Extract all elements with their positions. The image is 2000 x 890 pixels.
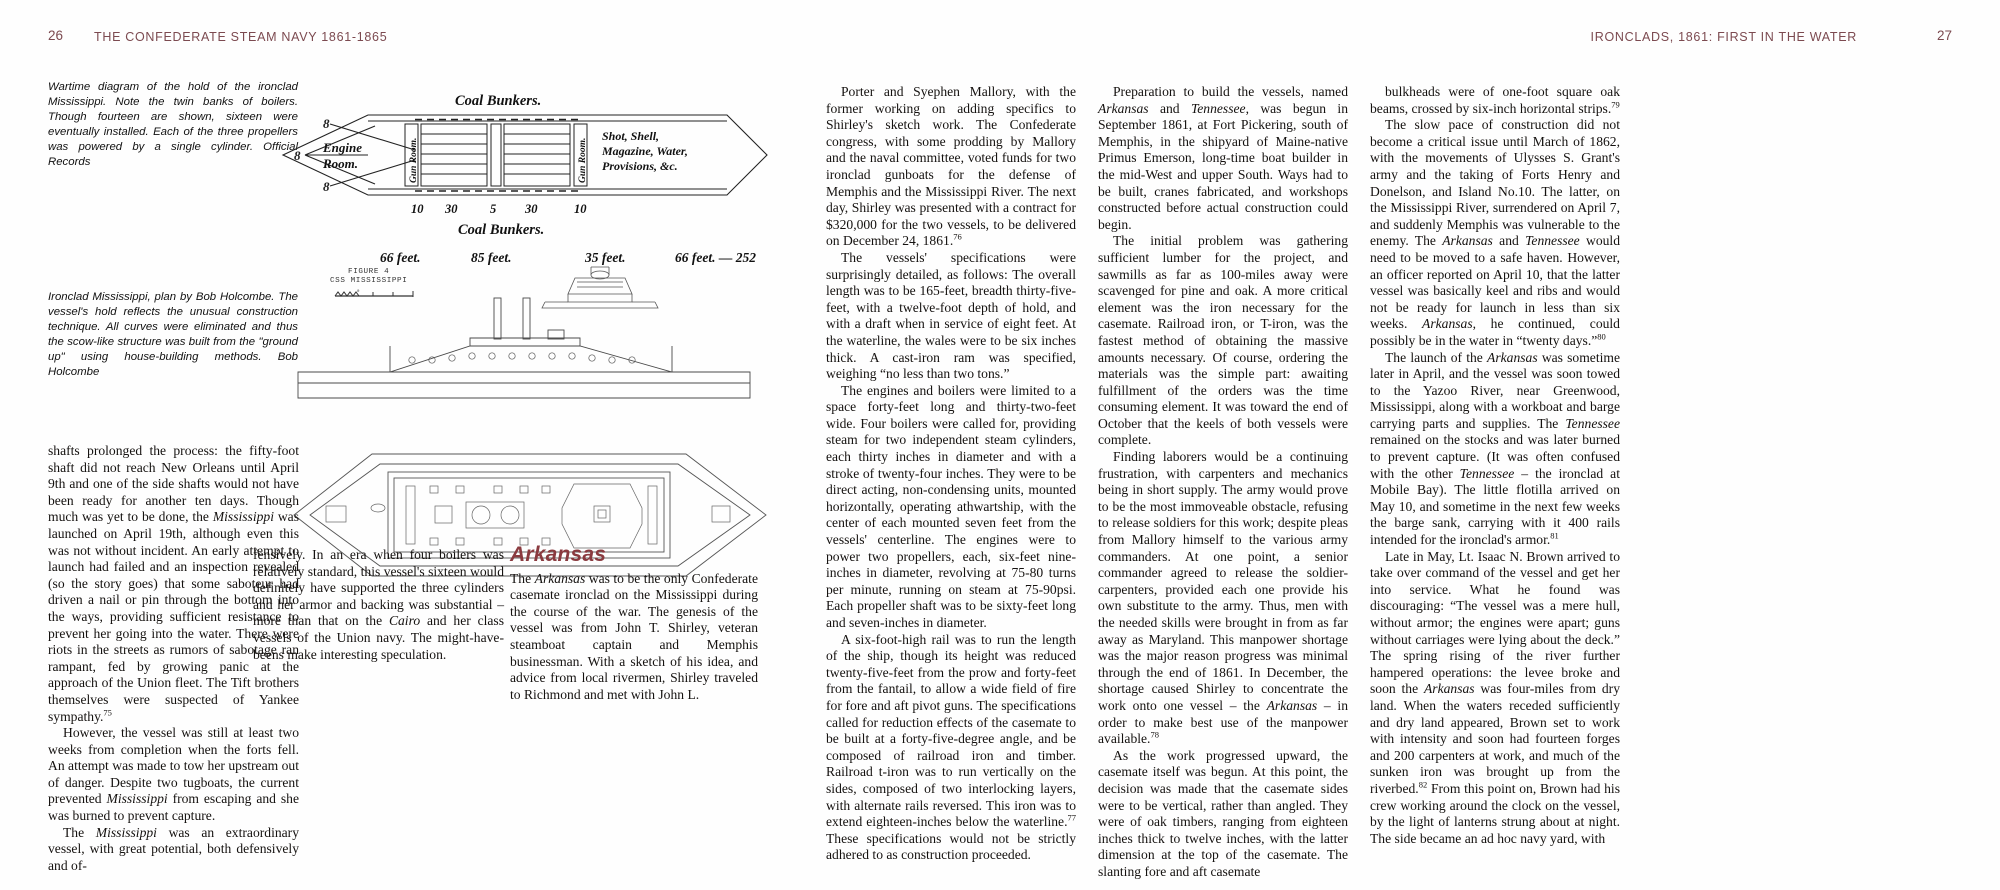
compartment-width-3: 5 [490,202,497,216]
propeller-mark-upper: 8 [323,116,330,131]
paragraph: bulkheads were of one-foot square oak beams, crossed by six-inch horizontal strips.$^{79}$ [1370,84,1620,116]
paragraph: Finding laborers would be a continuing frustration, with carpenters and mechanics being in short supply. The army would prove to be the most immoveable obstacle, refusing to release soldiers for this work; despite pleas from Mallory himself to the various army commanders. At one point, a senior commander agreed to release the soldier-carpenters, provided each one provide his own substitute to the army. Thus, men with the needed skills were brought in from as far away as Maryland. This manpower shortage was the major reason progress was minimal through the end of 1861. In December, the shortage caused Shirley to concentrate the work onto one vessel – the Arkansas – in order to make best use of the manpower available.$^{78}$ [1098,449,1349,747]
label-gun-room-right: Gun Room. [578,137,588,183]
running-head-left: THE CONFEDERATE STEAM NAVY 1861-1865 [94,30,388,44]
paragraph: The slow pace of construction did not become a critical issue until March of 1862, with the movements of Ulysses S. Grant's army and the taking of Forts Henry and Donelson, and Island No.10. The latter, on the Mississippi River, surrendered on April 7, and suddenly Memphis was vulnerable to the enemy. The Arkansas and Tennessee would need to be moved to a safe haven. However, an officer reported on April 10, that the latter vessel was basically keel and ribs and would not be ready for launch in less than six weeks. Arkansas, he continued, could possibly be in the water in “twenty days.”$^{80}$ [1370,117,1621,348]
paragraph: The launch of the Arkansas was sometime later in April, and the vessel was soon towed to the Yazoo River, near Greenwood, Mississippi, along with a workboat and barge carrying parts and supplies. The Tennessee remained on the stocks and was later burned to prevent capture. (It was often confused with the other Tennessee – the ironclad at Mobile Bay). The little flotilla arrived on May 10, and sometime in the next few weeks the barge sank, carrying with it 400 rails intended for the ironclad's armor.$^{81}$ [1370,349,1620,548]
dim-66-feet-fwd: 66 feet. [380,250,421,265]
dim-35-feet: 35 feet. [585,250,626,265]
left-column-2 [253,547,504,663]
compartment-width-1: 10 [411,202,424,216]
figure-number: FIGURE 4 [348,268,390,276]
right-column-2 [1098,84,1348,881]
section-heading-arkansas: Arkansas [510,543,607,566]
propeller-mark-lower: 8 [323,179,330,194]
right-column-1 [826,84,1076,864]
page-folio-left: 26 [48,28,64,43]
paragraph: Late in May, Lt. Isaac N. Brown arrived to take over command of the vessel and get her into service. What he found was discouraging: “The vessel was a mere hull, without armor; the engines were apart; guns without carriages were lying about the deck.” The spring rising of the river further hampered operations: the levee broke and soon the Arkansas was four-miles from dry land. When the waters receded sufficiently and dry land appeared, Brown set to work with intensity and soon had fourteen forges and 200 carpenters at work, and much of the sunken iron was brought up from the riverbed.$^{82}$ From this point on, Brown had his crew working around the clock on the vessel, by the light of lanterns strung about at night. The side became an ad hoc navy yard, with [1370,548,1620,846]
paragraph: As the work progressed upward, the casemate itself was begun. At this point, the decision was made that the casemate sides were to be vertical, rather than angled. They were of oak timbers, ranging from eighteen inches thick to twelve inches, with the latter dimension at the top of the casemate. The slanting fore and aft casemate [1098,747,1348,879]
label-engine-room-line2: Room. [323,156,359,171]
label-coal-bunkers-top: Coal Bunkers. [455,93,542,109]
dim-85-feet: 85 feet. [471,250,512,265]
paragraph: fensively. In an era when four boilers was relatively standard, this vessel's sixteen would definitely have supported the three cylinders and her armor and backing was substantial – more than that on the Cairo and her class vessels of the Union navy. The might-have-beens make interesting speculation. [253,547,504,662]
paragraph: The engines and boilers were limited to a space forty-feet long and thirty-two-feet wide. Four boilers were called for, providing steam for two independent steam cylinders, each thirty inches in diameter and with a stroke of twenty-four inches. They were to be direct acting, non-condensing units, mounted horizontally, operating athwartship, with the center of each mounted seven feet from the vessels' centerline. The engines were to power two propellers, each, six-feet nine-inches in diameter, revolving at 75-80 turns per minute, running on steam at 75-90psi. Each propeller shaft was to be sixty-feet long and seven-inches in diameter. [826,382,1076,630]
compartment-width-5: 10 [574,202,587,216]
label-engine-room-line1: Engine [323,140,363,155]
svg-text:0: 0 [357,290,360,294]
paragraph: Porter and Syephen Mallory, with the former working on adding specifics to Shirley's sketch work. The Confederate congress, with some prodding by Mallory and the naval committee, voted funds for two ironclad gunboats for the defense of Memphis and the Mississippi River. The next day, Shirley was presented with a contract for $320,000 for the two vessels, to be delivered on December 24, 1861.76 [826,84,1076,249]
right-column-3 [1370,84,1620,847]
propeller-mark-center: 8 [294,148,301,163]
compartment-width-4: 30 [525,202,538,216]
paragraph: However, the vessel was still at least two weeks from completion when the forts fell. An attempt was made to tow her upstream out of danger. Despite two tugboats, the current prevented Mississippi from escaping and she was burned to prevent capture. [48,725,299,824]
label-stores-line2: Magazine, Water, [602,144,688,158]
paragraph: The vessels' specifications were surprisingly detailed, as follows: The overall length was to be 165-feet, breadth thirty-five-feet, with a twelve-foot depth of hold, and with a draft when in service of eight feet. At the waterline, the wales were to be six inches thick. A cast-iron ram was specified, weighing “no less than two tons.” [826,249,1076,382]
label-gun-room-left: Gun Room. [409,137,419,183]
page-folio-right: 27 [1936,28,1952,43]
paragraph: The initial problem was gathering sufficient lumber for the project, and sawmills as far as 100-miles away were scavenged for pine and oak. A more critical element was the iron necessary for the casemate. Railroad iron, or T-iron, was the fastest method of obtaining the massive amounts necessary. Of course, ordering the materials was the simple part: awaiting fulfillment of the orders was the time consuming element. It was toward the end of October that the keels of both vessels were complete. [1098,233,1348,448]
paragraph: A six-foot-high rail was to run the length of the ship, though its height was reduced twenty-five-feet from the prow and forty-feet from the fantail, to allow a wide field of fire for fore and aft pivot guns. The specifications called for reduction effects of the casemate to be built at a forty-five-degree angle, and be composed of railroad iron and timber. Railroad t-iron was to run vertically on the sides, composed of two interlocking layers, with alternate rails reversed. This iron was to extend eighteen-inches below the waterline.$^{77}$ These specifications would not be strictly adhered to as construction proceeded. [826,631,1076,863]
paragraph: Preparation to build the vessels, named Arkansas and Tennessee, was begun in September 1861, at Fort Pickering, south of Memphis, in the shipyard of Maine-native Primus Emerson, long-time boat builder in the mid-West and upper South. Ways had to be built, cranes fabricated, and workshops constructed before actual construction could begin. [1098,84,1348,232]
label-stores-line3: Provisions, &c. [602,159,678,173]
caption-plan-diagram: Ironclad Mississippi, plan by Bob Holcombe. The vessel's hold reflects the unusual construction technique. All curves were eliminated and thus the scow-like structure was built from the "ground up" using house-building methods. Bob Holcombe [48,291,298,379]
paragraph: The Arkansas was to be the only Confederate casemate ironclad on the Mississippi during the course of the war. The genesis of the vessel was from John T. Shirley, veteran steamboat captain and Memphis businessman. With a sketch of his idea, and advice from local rivermen, Shirley traveled to Richmond and met with John L. [510,570,758,702]
figure-title: CSS MISSISSIPPI [330,277,408,285]
paragraph: The Mississippi was an extraordinary vessel, with great potential, both defensively and of- [48,824,299,873]
paragraph: shafts prolonged the process: the fifty-foot shaft did not reach New Orleans until April 9th and one of the side shafts would not have been ready for another ten days. Though much was yet to be done, the Mississippi was launched on April 19th, although even this was not without incident. An early attempt to launch had failed and an inspection revealed (so the story goes) that some saboteur had driven a nail or pin through the bottom into the ways, providing sufficient resistance to prevent her going into the water. There were riots in the streets as rumors of sabotage ran rampant, fed by growing panic at the approach of the Union fleet. The Tift brothers themselves were suspected of Yankee sympathy.$^{75}$ [48,443,300,724]
left-column-3 [510,543,758,703]
dim-66-feet-aft: 66 feet. — 252 [675,250,756,265]
label-stores-line1: Shot, Shell, [602,129,660,143]
running-head-right: IRONCLADS, 1861: FIRST IN THE WATER [1590,30,1857,44]
caption-hold-diagram: Wartime diagram of the hold of the ironclad Mississippi. Note the twin banks of boilers. Though fourteen are shown, sixteen were eventually installed. Each of the three propellers was powered by a single cylinder. Official Records [48,81,298,169]
compartment-width-2: 30 [445,202,458,216]
label-coal-bunkers-bottom: Coal Bunkers. [458,222,545,238]
left-column-3-body [510,571,758,704]
